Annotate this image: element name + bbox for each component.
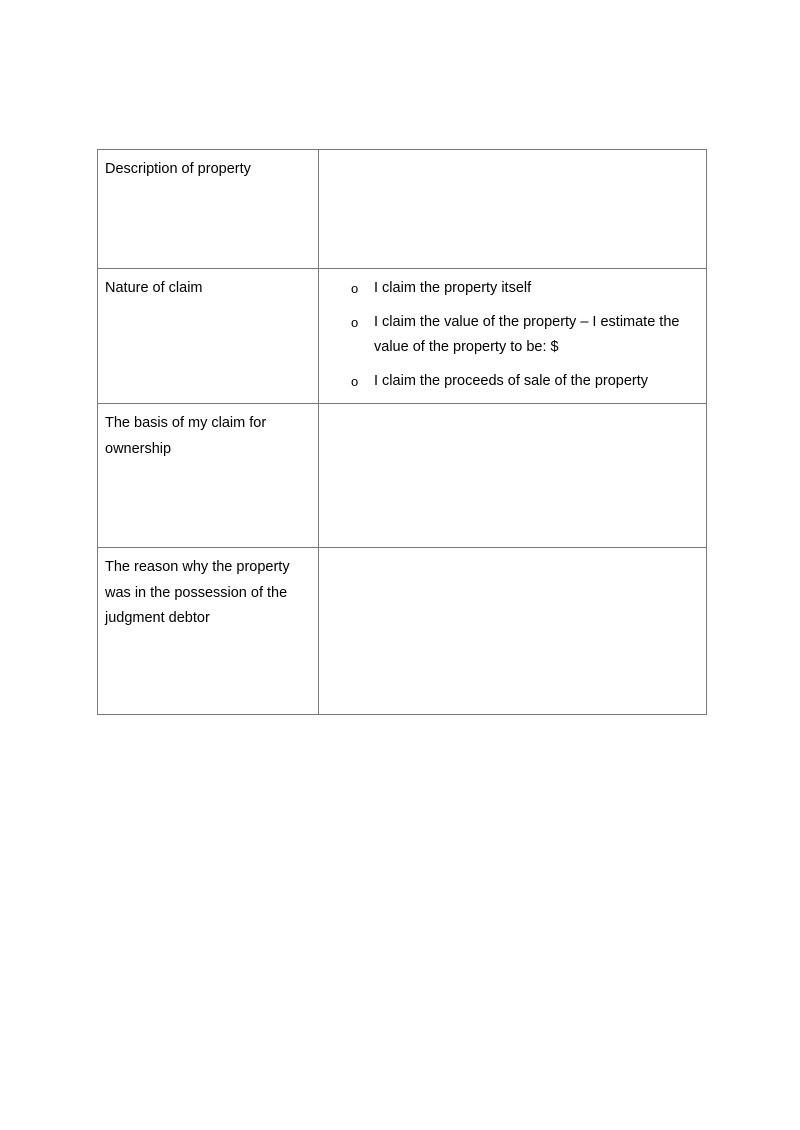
- option-claim-value-of-property[interactable]: [326, 310, 699, 361]
- property-claim-table: [97, 149, 707, 715]
- table-row-reason-for-possession: [98, 548, 707, 715]
- radio-circle-icon[interactable]: o: [351, 314, 359, 330]
- table-row-nature-of-claim: [98, 269, 707, 404]
- label-cell: [98, 269, 319, 404]
- table-row-basis-of-claim: [98, 404, 707, 548]
- reason-for-possession-label: The reason why the property was in the possession of the judgment debtor: [105, 559, 290, 626]
- radio-circle-icon[interactable]: o: [351, 373, 359, 389]
- table-row-description: [98, 150, 707, 269]
- option-claim-property-itself[interactable]: [326, 276, 699, 302]
- option-label: I claim the proceeds of sale of the property: [374, 372, 649, 389]
- description-of-property-input-area[interactable]: [326, 157, 699, 268]
- nature-of-claim-options: [326, 276, 699, 394]
- label-cell: [98, 404, 319, 548]
- reason-for-possession-field[interactable]: [319, 548, 707, 715]
- description-of-property-field[interactable]: [319, 150, 707, 269]
- label-cell: [98, 548, 319, 715]
- option-label: I claim the value of the property – I estimate the value of the property to be: $: [374, 313, 680, 355]
- option-label: I claim the property itself: [374, 280, 532, 296]
- basis-of-claim-label: The basis of my claim for ownership: [105, 415, 267, 457]
- label-cell: [98, 150, 319, 269]
- basis-of-claim-input-area[interactable]: [326, 411, 699, 547]
- nature-of-claim-label: Nature of claim: [105, 280, 203, 296]
- description-of-property-label: Description of property: [105, 161, 251, 177]
- option-claim-proceeds-of-sale[interactable]: [326, 369, 699, 395]
- radio-circle-icon[interactable]: o: [351, 281, 359, 296]
- basis-of-claim-field[interactable]: [319, 404, 707, 548]
- nature-of-claim-options-cell: [319, 269, 707, 404]
- reason-for-possession-input-area[interactable]: [326, 555, 699, 714]
